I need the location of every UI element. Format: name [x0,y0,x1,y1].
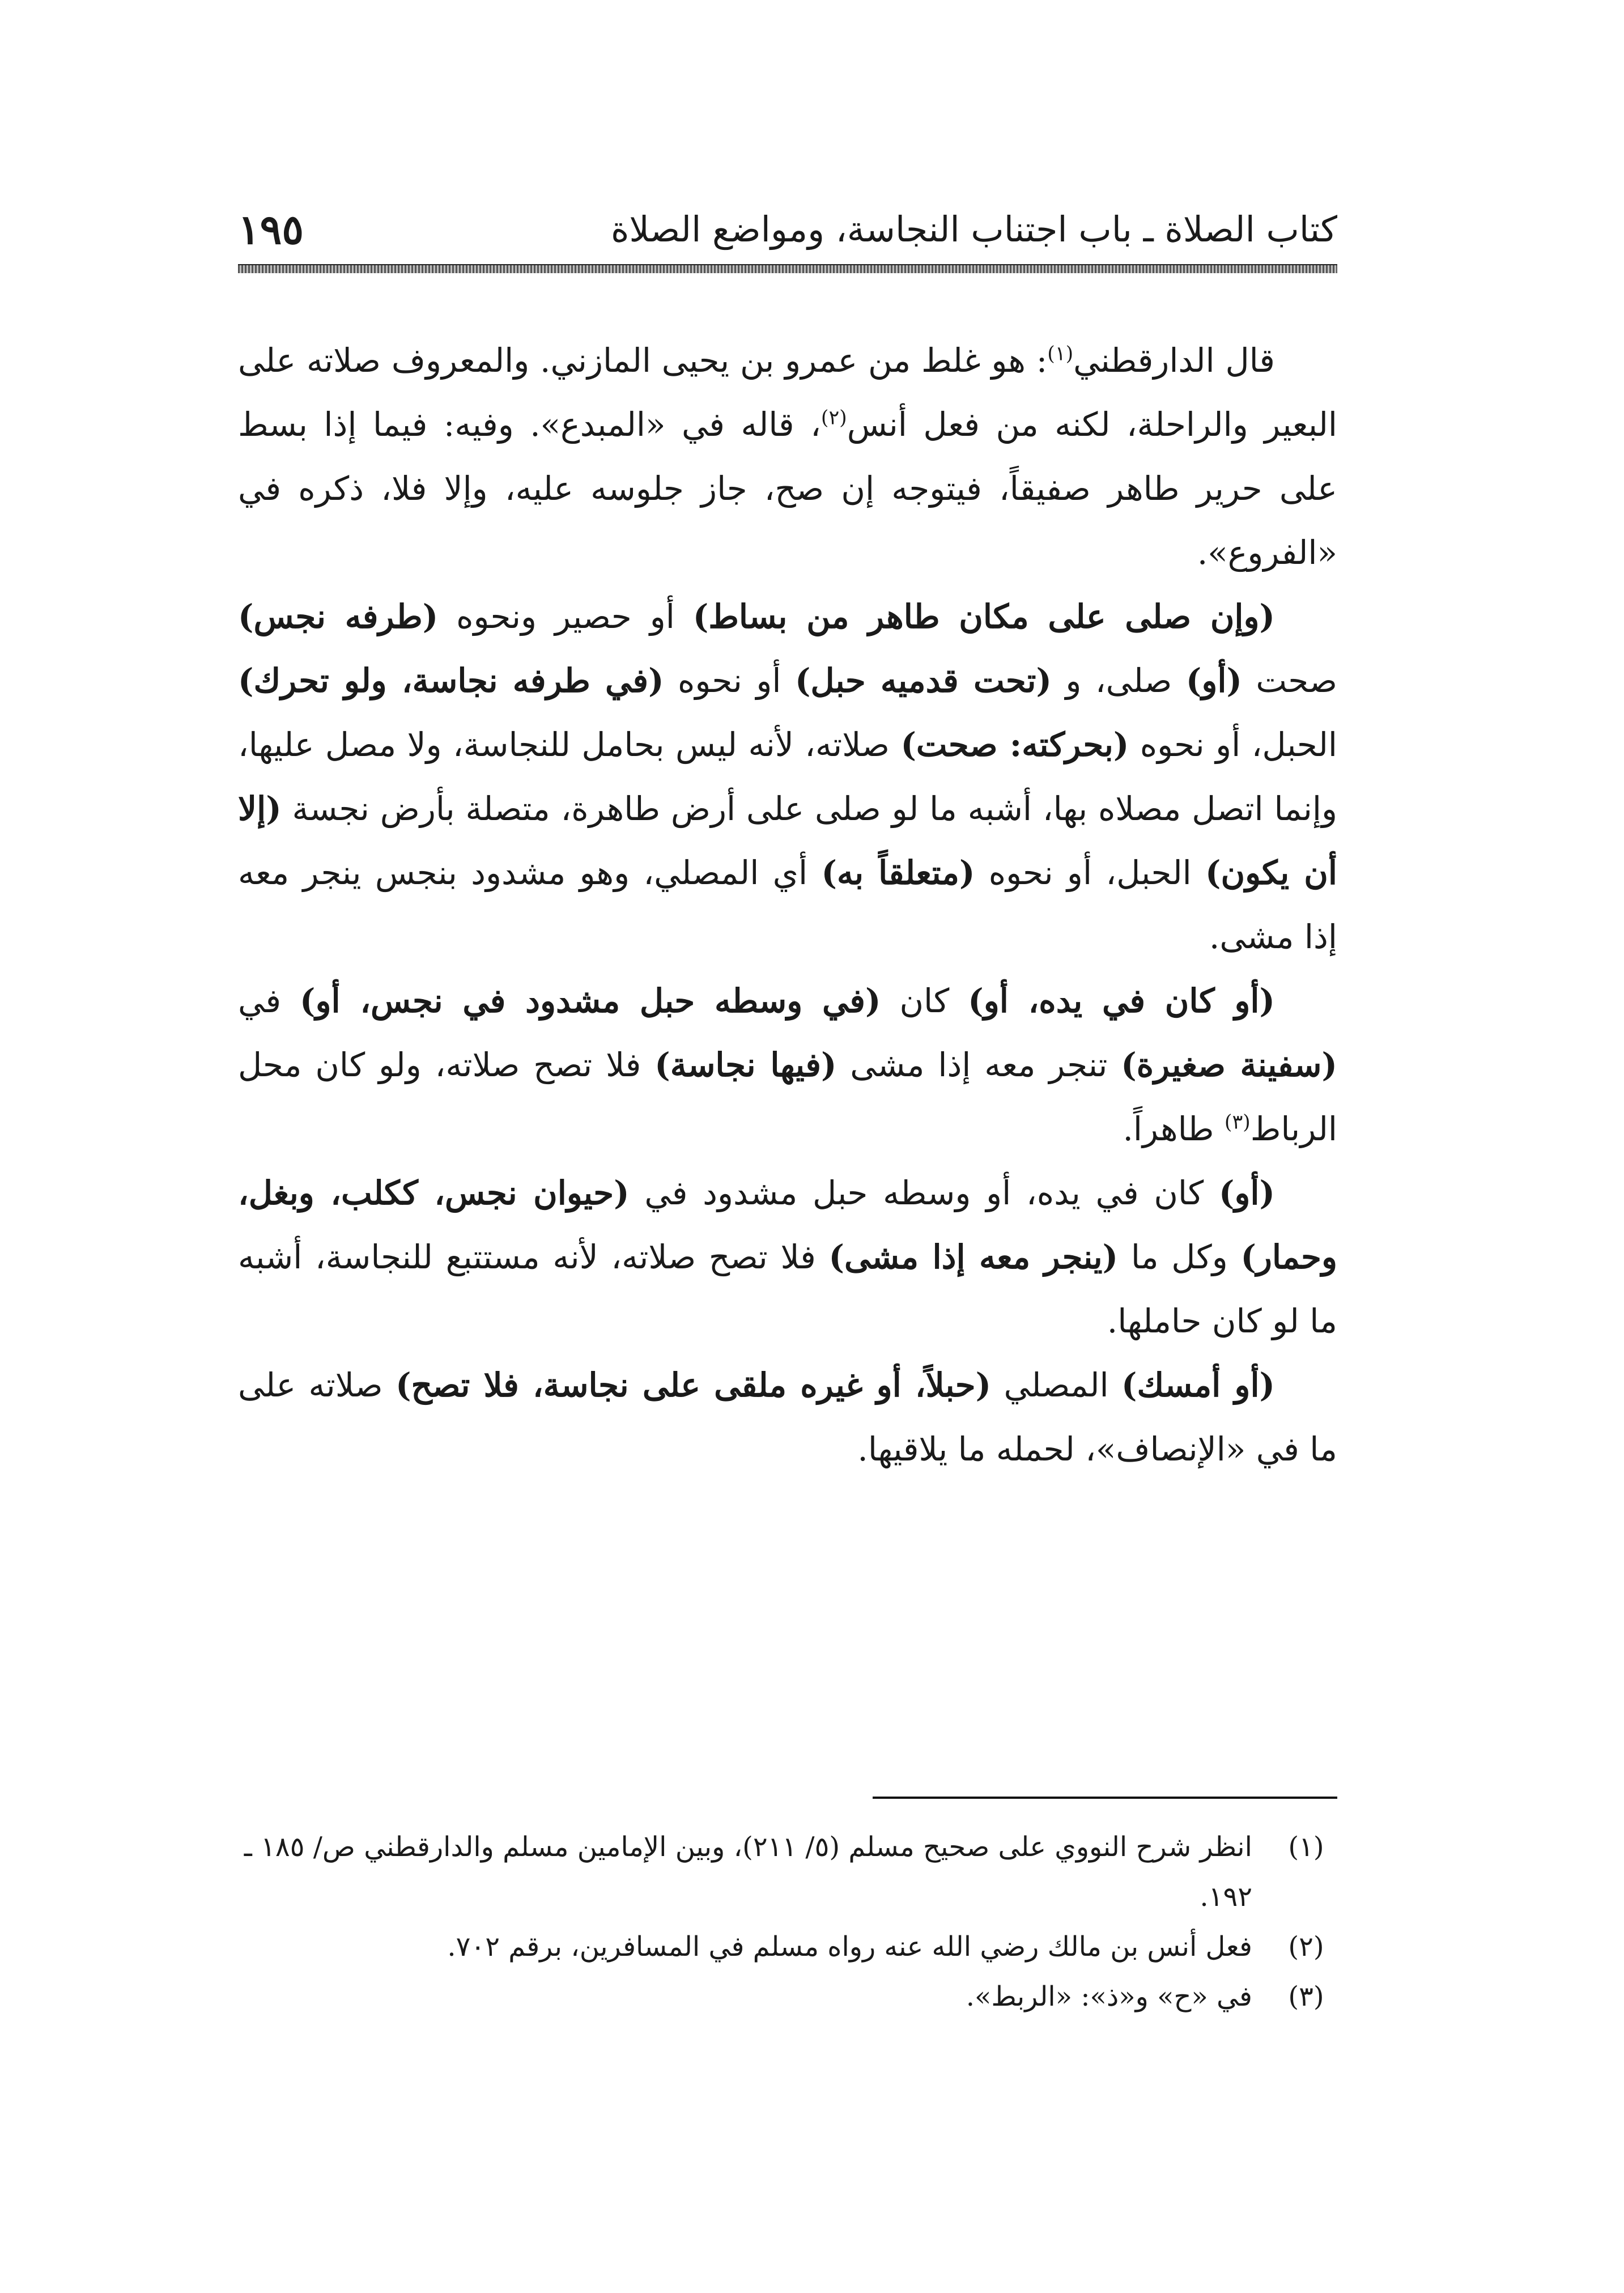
matn-text: (في وسطه حبل مشدود في نجس، أو) [300,982,881,1020]
matn-text: (أو كان في يده، أو) [968,982,1275,1020]
text-run: في [238,982,300,1020]
footnote-text: فعل أنس بن مالك رضي الله عنه رواه مسلم في المسافرين، برقم ٧٠٢. [447,1931,1252,1963]
text-run: أو حصير ونحوه [438,597,693,636]
text-run: قال الدارقطني [1073,341,1275,380]
main-text [238,329,1337,1481]
footnote-ref[interactable]: (٣) [1224,1111,1251,1134]
matn-text: (إلا أن يكون) [238,789,1337,892]
footnotes [238,1822,1337,2022]
matn-text: (وإن صلى على مكان طاهر من بساط) [692,597,1276,636]
text-run: صحت [1242,661,1337,700]
text-run: كان [881,982,968,1020]
matn-text: (أو) [1185,661,1242,700]
text-run: الحبل، أو نحوه [1129,725,1337,764]
text-run: أو نحوه [664,661,795,700]
matn-text: (طرفه نجس) [238,597,439,636]
text-run: : هو غلط من عمرو بن يحيى المازني. والمعروف صلاته على البعير والراحلة، لكنه من فعل أنس [238,341,1337,444]
footnote-3 [238,1972,1337,2022]
text-run: تنجر معه إذا مشى [836,1046,1121,1084]
chapter-title: كتاب الصلاة ـ باب اجتناب النجاسة، ومواضع الصلاة [610,209,1337,250]
footnote-2 [238,1922,1337,1972]
matn-text: (أو) [1218,1174,1275,1212]
matn-text: (سفينة صغيرة) [1121,1046,1337,1084]
footnote-separator [873,1797,1337,1799]
paragraph-2 [238,585,1337,969]
paragraph-3 [238,969,1337,1161]
matn-text: (بحركته: صحت) [900,725,1129,764]
text-run: المصلي [991,1366,1122,1404]
matn-text: (في طرفه نجاسة، ولو تحرك) [238,661,664,700]
paragraph-5 [238,1353,1337,1481]
text-run: أي المصلي، وهو مشدود بنجس ينجر معه إذا مشى. [238,853,1337,956]
text-run: طاهراً. [1123,1110,1225,1148]
matn-text: (تحت قدميه حبل) [794,661,1052,700]
text-run: فلا تصح صلاته، ولو كان محل الرباط [238,1046,1337,1148]
footnote-text: في «ح» و«ذ»: «الربط». [966,1981,1252,2012]
footnote-number: (١) [1288,1831,1324,1863]
footnote-ref[interactable]: (٢) [820,406,847,430]
footnote-1 [238,1822,1337,1922]
text-run: صلى، و [1051,661,1186,700]
matn-text: (فيها نجاسة) [654,1046,837,1084]
footnote-text: انظر شرح النووي على صحيح مسلم (٥/ ٢١١)، وبين الإمامين مسلم والدارقطني ص/ ١٨٥ ـ ١٩٢. [244,1831,1252,1913]
page-number: ١٩٥ [238,205,304,253]
header-rule [238,264,1337,273]
matn-text: (ينجر معه إذا مشى) [828,1238,1119,1276]
matn-text: (متعلقاً به) [821,853,975,892]
text-run: وكل ما [1118,1238,1241,1276]
matn-text: (أو أمسك) [1121,1366,1275,1404]
text-run: كان في يده، أو وسطه حبل مشدود في [629,1174,1219,1212]
paragraph-1 [238,329,1337,585]
matn-text: (حيوان نجس، ككلب، وبغل، وحمار) [238,1174,1337,1276]
running-header [238,198,1337,261]
footnote-number: (٣) [1288,1981,1324,2012]
text-run: فلا تصح صلاته، لأنه مستتبع للنجاسة، أشبه ما لو كان حاملها. [238,1238,1337,1340]
footnote-number: (٢) [1288,1931,1324,1963]
text-run: الحبل، أو نحوه [975,853,1206,892]
text-run: صلاته، لأنه ليس بحامل للنجاسة، ولا مصل عليها، وإنما اتصل مصلاه بها، أشبه ما لو صلى على أرض طاهرة، متصلة بأرض نجسة [238,725,1337,828]
paragraph-4 [238,1161,1337,1353]
text-run: ، قاله في «المبدع». وفيه: فيما إذا بسط على حرير طاهر صفيقاً، فيتوجه إن صح، جاز جلوسه عليه، وإلا فلا، ذكره في «الفروع». [238,405,1337,572]
text-run: صلاته على ما في «الإنصاف»، لحمله ما يلاقيها. [238,1366,1337,1468]
footnote-ref[interactable]: (١) [1047,342,1074,366]
matn-text: (حبلاً، أو غيره ملقى على نجاسة، فلا تصح) [396,1366,992,1404]
